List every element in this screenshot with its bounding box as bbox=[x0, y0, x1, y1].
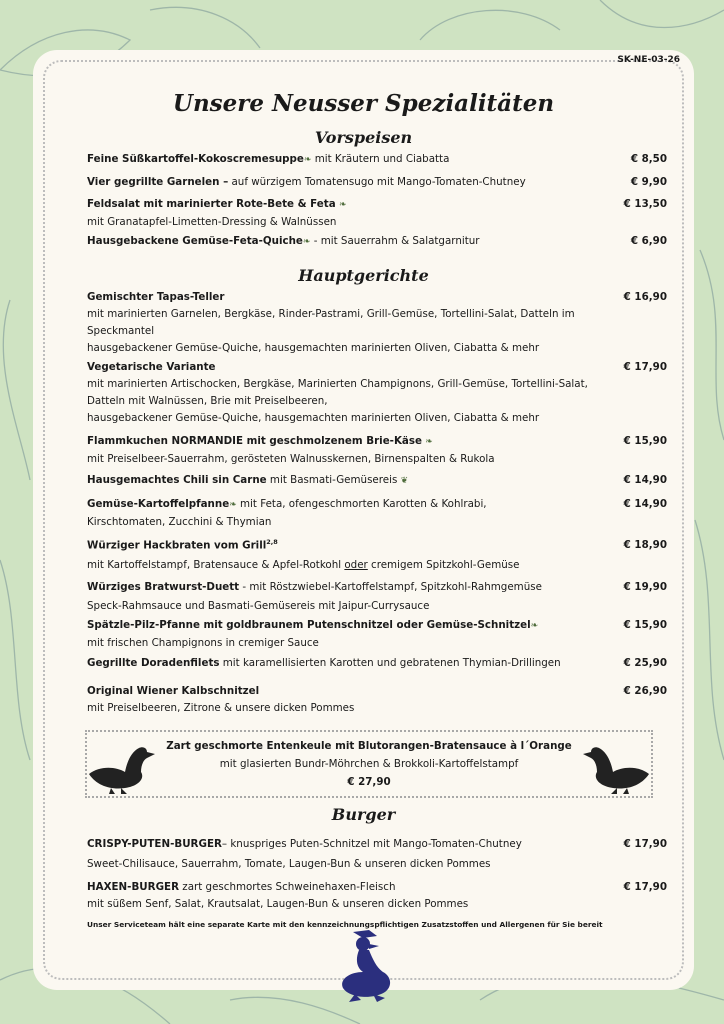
item-desc: Sweet-Chilisauce, Sauerrahm, Tomate, Laugen-Bun & unseren dicken Pommes bbox=[87, 858, 491, 870]
leaf-icon: ❧ bbox=[302, 237, 311, 247]
menu-card bbox=[33, 50, 694, 990]
special-price: € 27,90 bbox=[347, 776, 391, 788]
allergen-note: Unser Serviceteam hält eine separate Karte mit den kennzeichnungspflichtigen Zusatzstoffen und Allergenen für Sie bereit bbox=[87, 920, 603, 929]
section-title-burger: Burger bbox=[331, 805, 396, 824]
item-desc: – knuspriges Puten-Schnitzel mit Mango-Tomaten-Chutney bbox=[221, 838, 522, 850]
item-name: Spätzle-Pilz-Pfanne mit goldbraunem Putenschnitzel oder Gemüse-Schnitzel bbox=[87, 619, 531, 631]
item-desc: Kirschtomaten, Zucchini & Thymian bbox=[87, 516, 272, 528]
menu-item bbox=[87, 233, 667, 251]
leaf-icon: ❧ bbox=[303, 155, 312, 165]
leaf-icon: ❧ bbox=[530, 621, 539, 631]
special-desc: mit glasierten Bundr-Möhrchen & Brokkoli-Kartoffelstampf bbox=[219, 758, 519, 770]
item-name: Flammkuchen NORMANDIE mit geschmolzenem Brie-Käse bbox=[87, 435, 422, 447]
item-name: HAXEN-BURGER bbox=[87, 881, 180, 893]
item-price: € 14,90 bbox=[623, 498, 667, 510]
item-price: € 6,90 bbox=[630, 235, 667, 247]
menu-item bbox=[87, 359, 667, 427]
section-title-hauptgerichte: Hauptgerichte bbox=[298, 266, 429, 285]
item-desc: mit Feta, ofengeschmorten Karotten & Kohlrabi, bbox=[236, 498, 487, 510]
item-price: € 16,90 bbox=[623, 291, 667, 303]
item-price: € 19,90 bbox=[623, 581, 667, 593]
item-price: € 15,90 bbox=[623, 619, 667, 631]
leaf-icon: ❧ bbox=[338, 200, 347, 210]
menu-item bbox=[87, 196, 667, 231]
item-desc-underlined: oder bbox=[344, 559, 368, 572]
menu-item bbox=[87, 433, 667, 468]
item-name: Würziges Bratwurst-Duett bbox=[87, 581, 240, 593]
menu-item bbox=[87, 174, 667, 191]
item-price: € 26,90 bbox=[623, 685, 667, 697]
leaf-icon: ❧ bbox=[229, 500, 237, 510]
item-desc: mit Kräutern und Ciabatta bbox=[311, 153, 450, 165]
item-price: € 8,50 bbox=[630, 153, 667, 165]
menu-item bbox=[87, 289, 667, 357]
item-desc: hausgebackener Gemüse-Quiche, hausgemachten marinierten Oliven, Ciabatta & mehr bbox=[87, 412, 540, 424]
allergen-superscript: 2,8 bbox=[266, 538, 278, 546]
menu-code: SK-NE-03-26 bbox=[617, 55, 680, 65]
section-title-vorspeisen: Vorspeisen bbox=[314, 128, 413, 147]
special-text bbox=[87, 737, 651, 791]
item-name: Original Wiener Kalbschnitzel bbox=[87, 685, 260, 697]
leaf-icon: ❧ bbox=[425, 437, 433, 447]
item-desc: mit marinierten Garnelen, Bergkäse, Rinder-Pastrami, Grill-Gemüse, Tortellini-Salat, Datteln im bbox=[87, 308, 575, 320]
menu-item bbox=[87, 151, 667, 169]
item-price: € 9,90 bbox=[630, 176, 667, 188]
item-name: Feine Süßkartoffel-Kokoscremesuppe bbox=[87, 153, 304, 165]
vegan-leaf-icon: ❦ bbox=[400, 476, 409, 486]
item-desc: mit Kartoffelstampf, Bratensauce & Apfel-Rotkohl bbox=[87, 559, 345, 572]
item-price: € 14,90 bbox=[623, 474, 667, 486]
item-desc: mit Basmati-Gemüsereis bbox=[266, 474, 398, 486]
menu-item bbox=[87, 683, 667, 717]
special-title: Zart geschmorte Entenkeule mit Blutorangen-Bratensauce à l´Orange bbox=[166, 740, 572, 752]
menu-item bbox=[87, 534, 667, 574]
item-name: Hausgebackene Gemüse-Feta-Quiche bbox=[87, 235, 303, 247]
item-desc: Datteln mit Walnüssen, Brie mit Preiselbeeren, bbox=[87, 395, 328, 407]
menu-item bbox=[87, 617, 667, 652]
item-name: Feldsalat mit marinierter Rote-Bete & Feta bbox=[87, 198, 336, 210]
item-desc: zart geschmortes Schweinehaxen-Fleisch bbox=[179, 881, 396, 893]
menu-item bbox=[87, 655, 667, 672]
item-price: € 17,90 bbox=[623, 838, 667, 850]
duck-icon bbox=[581, 736, 653, 794]
item-price: € 13,50 bbox=[623, 198, 667, 210]
item-desc: mit Preiselbeeren, Zitrone & unsere dicken Pommes bbox=[87, 702, 355, 714]
menu-item bbox=[87, 579, 667, 615]
item-name: Vier gegrillte Garnelen – bbox=[87, 176, 229, 188]
menu-item bbox=[87, 836, 667, 873]
special-offer-box bbox=[85, 730, 653, 798]
duck-logo-icon bbox=[333, 928, 397, 1002]
item-desc: mit frischen Champignons in cremiger Sauce bbox=[87, 637, 319, 649]
item-desc: - mit Sauerrahm & Salatgarnitur bbox=[310, 235, 480, 247]
item-desc: - mit Röstzwiebel-Kartoffelstampf, Spitzkohl-Rahmgemüse bbox=[239, 581, 542, 593]
item-desc: mit Preiselbeer-Sauerrahm, gerösteten Walnusskernen, Birnenspalten & Rukola bbox=[87, 453, 495, 465]
item-desc: mit karamellisierten Karotten und gebratenen Thymian-Drillingen bbox=[219, 657, 561, 669]
item-desc: Speckmantel bbox=[87, 325, 155, 337]
item-desc: Speck-Rahmsauce und Basmati-Gemüsereis mit Jaipur-Currysauce bbox=[87, 600, 430, 612]
item-desc: hausgebackener Gemüse-Quiche, hausgemachten marinierten Oliven, Ciabatta & mehr bbox=[87, 342, 540, 354]
item-price: € 17,90 bbox=[623, 361, 667, 373]
item-price: € 15,90 bbox=[623, 435, 667, 447]
menu-item bbox=[87, 472, 667, 490]
menu-item bbox=[87, 496, 667, 531]
item-name: Hausgemachtes Chili sin Carne bbox=[87, 474, 267, 486]
item-name: Gegrillte Doradenfilets bbox=[87, 657, 220, 669]
item-price: € 18,90 bbox=[623, 539, 667, 551]
item-desc: auf würzigem Tomatensugo mit Mango-Tomaten-Chutney bbox=[228, 176, 526, 188]
item-name: Gemüse-Kartoffelpfanne bbox=[87, 498, 230, 510]
item-desc: mit Granatapfel-Limetten-Dressing & Walnüssen bbox=[87, 216, 337, 228]
item-name: Würziger Hackbraten vom Grill bbox=[87, 539, 267, 552]
item-desc: cremigem Spitzkohl-Gemüse bbox=[367, 559, 520, 572]
item-desc: mit marinierten Artischocken, Bergkäse, Marinierten Champignons, Grill-Gemüse, Tortellini-Salat, bbox=[87, 378, 588, 390]
item-name: Gemischter Tapas-Teller bbox=[87, 291, 225, 303]
item-price: € 17,90 bbox=[623, 881, 667, 893]
item-price: € 25,90 bbox=[623, 657, 667, 669]
item-desc: mit süßem Senf, Salat, Krautsalat, Laugen-Bun & unseren dicken Pommes bbox=[87, 898, 469, 910]
item-name: Vegetarische Variante bbox=[87, 361, 216, 373]
menu-item bbox=[87, 879, 667, 913]
page-title: Unsere Neusser Spezialitäten bbox=[172, 90, 555, 117]
item-name: CRISPY-PUTEN-BURGER bbox=[87, 838, 222, 850]
